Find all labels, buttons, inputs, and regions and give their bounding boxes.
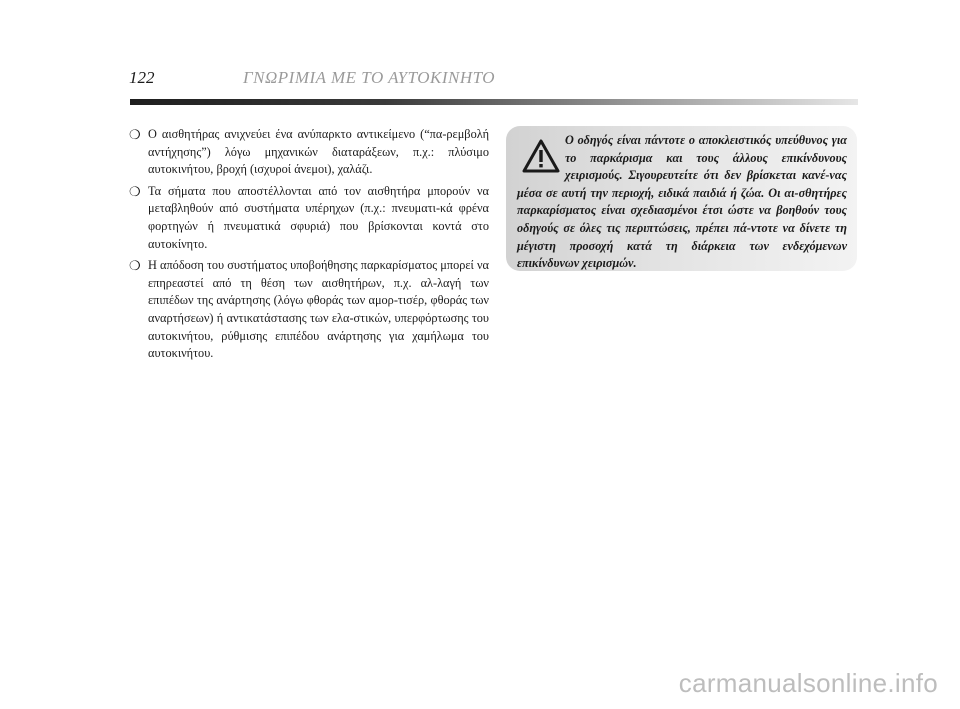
bullet-marker: ❍	[129, 258, 141, 274]
warning-text-content: Ο οδηγός είναι πάντοτε ο αποκλειστικός υπεύθυνος για το παρκάρισμα και τους άλλους επικίνδυνους χειρισμούς. Σιγουρευτείτε ότι δεν βρίσκεται κανέ-νας μέσα σε αυτή την περιοχή, ειδικά παιδιά ή ζώα. Οι αι-σθητήρες παρκαρίσματος είναι σχεδιασμένοι έτσι ώστε να βοηθούν τους οδηγούς σε όλες τις περιπτώσεις, πρέπει πά-ντοτε να δίνετε τη μέγιστη προσοχή κατά τη διάρκεια των ενδεχόμενων επικίνδυνων χειρισμών.	[517, 133, 847, 271]
bullet-text: Η απόδοση του συστήματος υποβοήθησης παρκαρίσματος μπορεί να επηρεαστεί από τη θέση των αισθητήρων, π.χ. αλ-λαγή των επιπέδων της ανάρτησης (λόγω φθοράς των αμορ-τισέρ, φθοράς των αναρτήσεων) ή αντικατάστασης των ελα-στικών, υπερφόρτωσης του αυτοκινήτου, ρύθμισης επιπέδου ανάρτησης για χαμήλωμα του αυτοκινήτου.	[148, 258, 489, 361]
bullet-text: Ο αισθητήρας ανιχνεύει ένα ανύπαρκτο αντικείμενο (“πα-ρεμβολή αντήχησης”) λόγω μηχανικών διαταράξεων, π.χ.: πλύσιμο αυτοκινήτου, βροχή (ισχυροί άνεμοι), χαλάζι.	[148, 127, 489, 177]
page-number: 122	[129, 68, 155, 87]
section-title: ΓΝΩΡΙΜΙΑ ΜΕ ΤΟ ΑΥΤΟΚΙΝΗΤΟ	[243, 68, 496, 87]
bullet-item	[129, 257, 489, 363]
bullet-text: Τα σήματα που αποστέλλονται από τον αισθητήρα μπορούν να μεταβληθούν από συστήματα υπέρηχων (π.χ.: πνευματι-κά φρένα φορτηγών ή πνευματικά σφυριά) που βρίσκονται κοντά στο αυτοκίνητο.	[148, 183, 489, 251]
header-rule	[130, 99, 858, 105]
bullet-marker: ❍	[129, 127, 141, 142]
bullet-marker: ❍	[129, 183, 141, 199]
bullet-item	[129, 126, 489, 179]
bullet-list	[129, 126, 489, 367]
footer-watermark: carmanualsonline.info	[678, 668, 938, 698]
warning-text	[517, 132, 847, 273]
bullet-item	[129, 183, 489, 253]
